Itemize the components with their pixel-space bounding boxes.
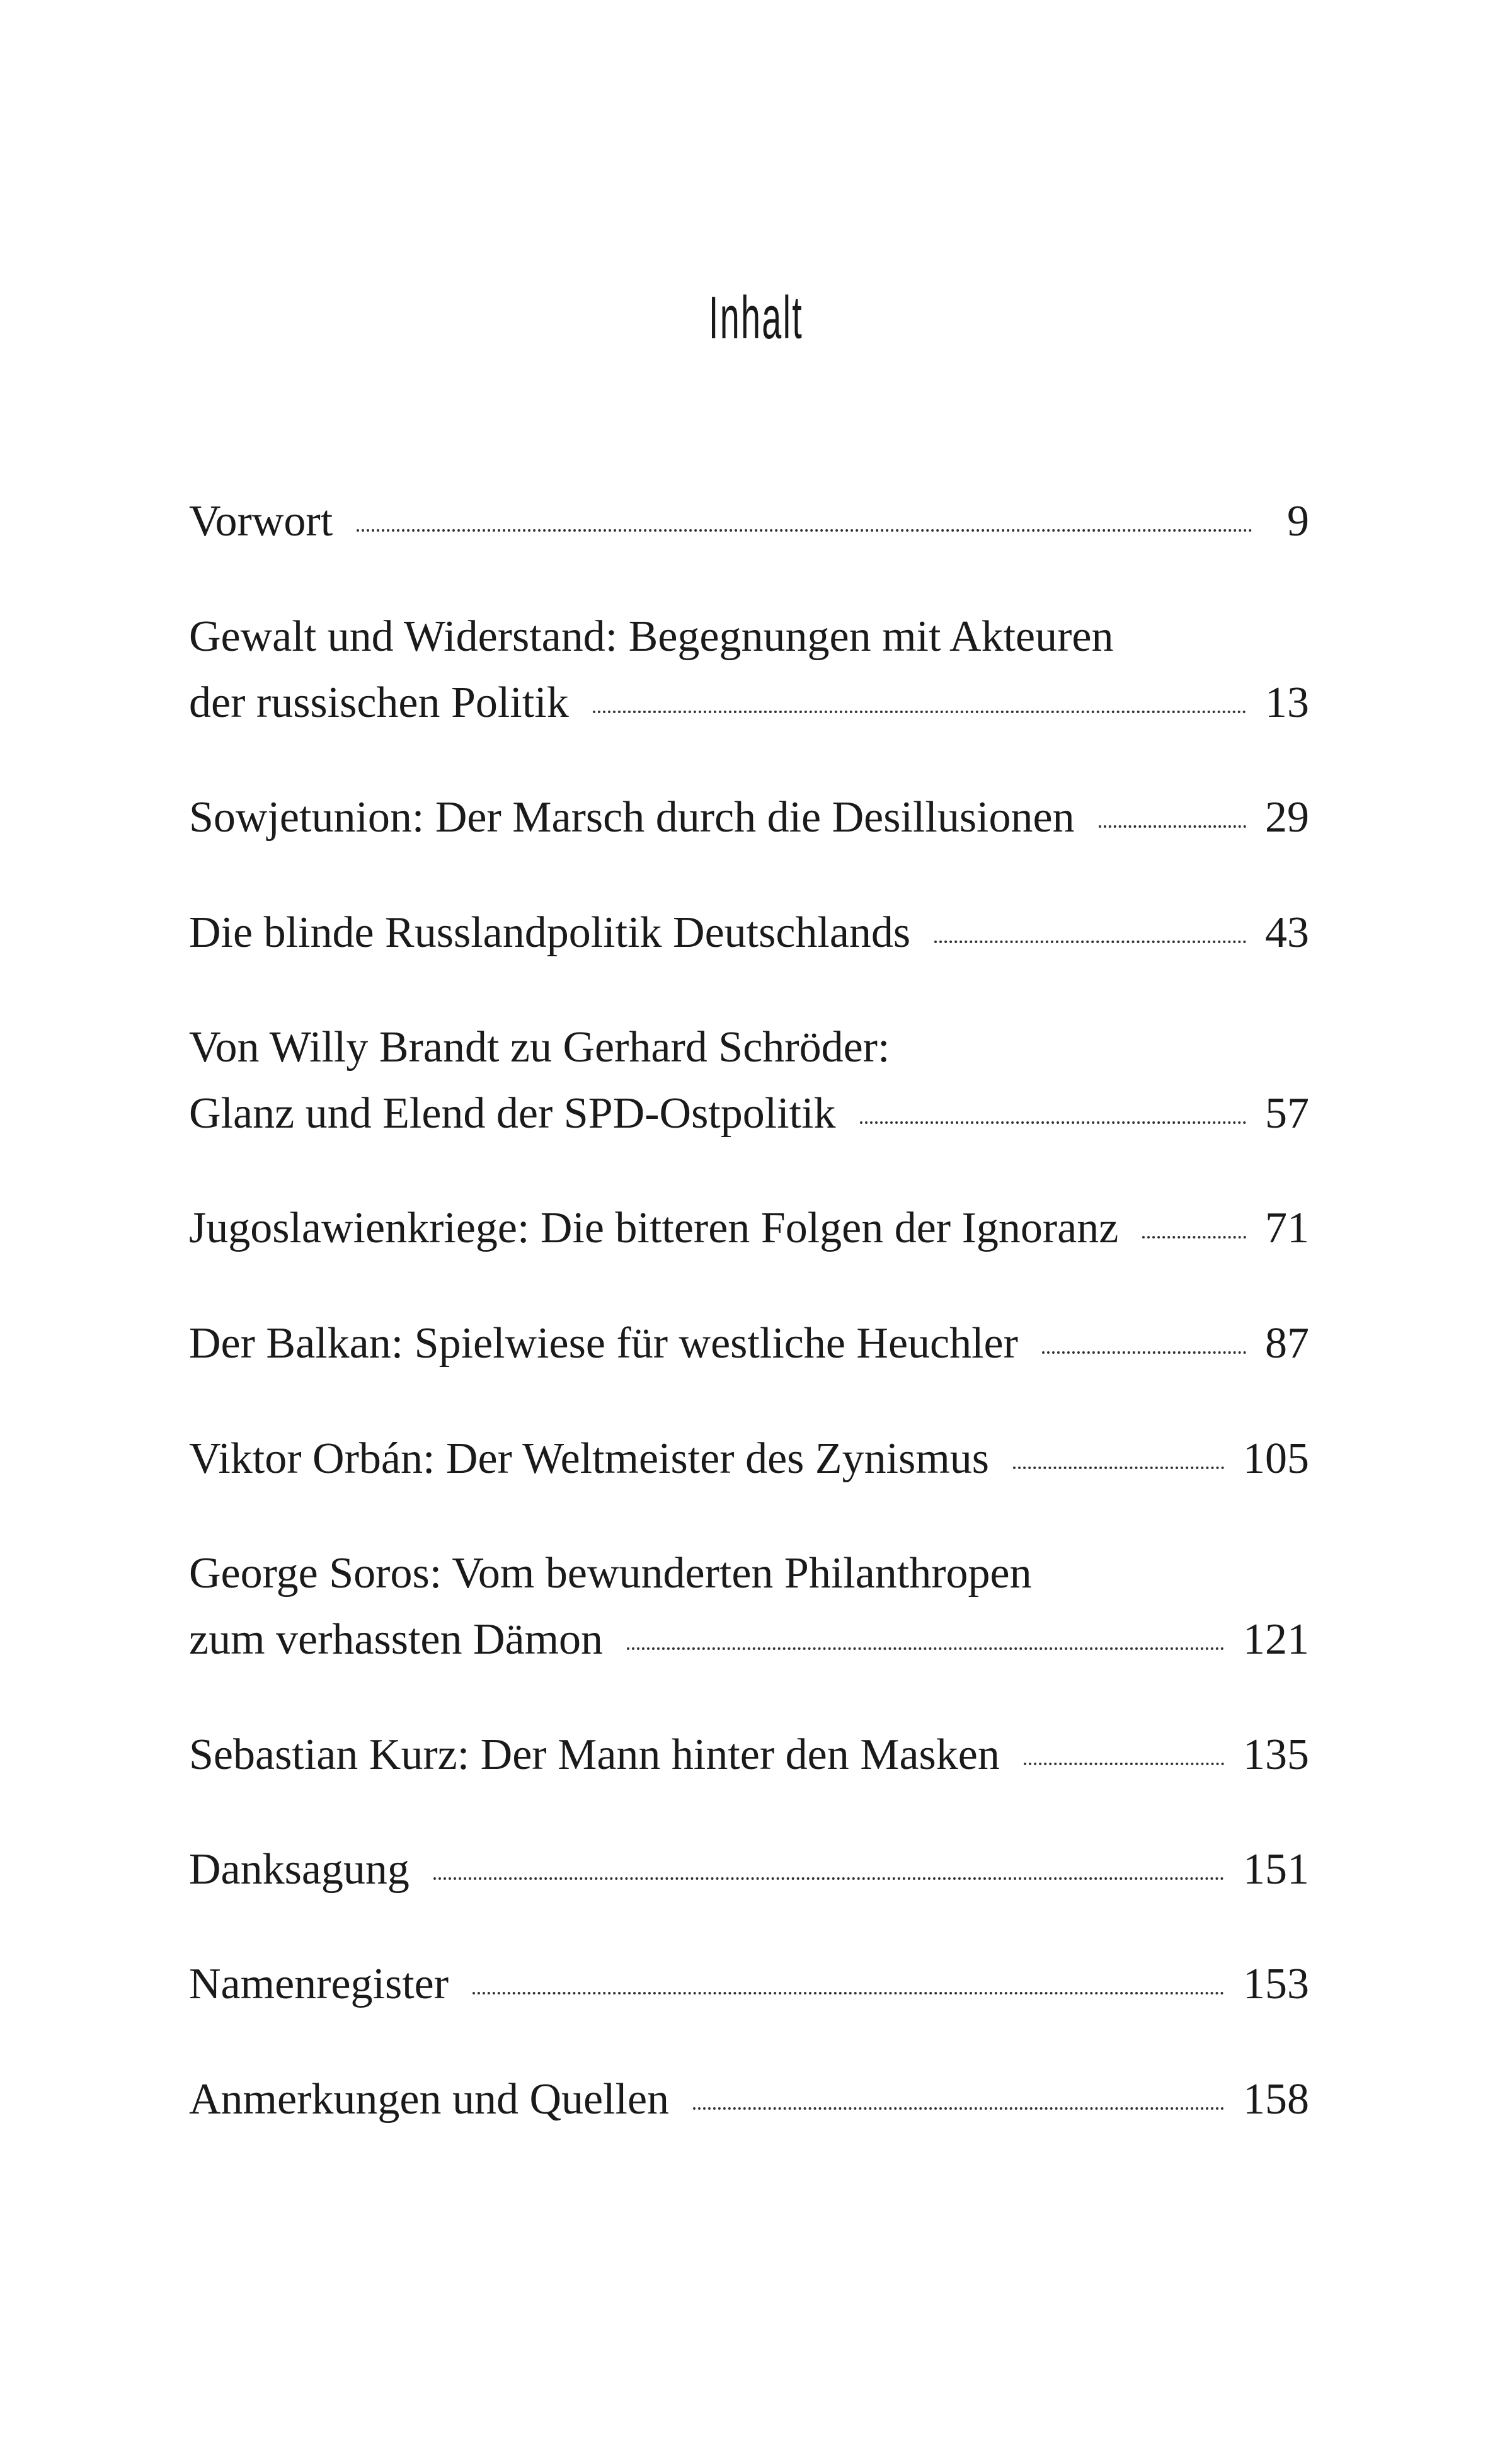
entry-title: Gewalt und Widerstand: Begegnungen mit Akteuren — [189, 612, 1114, 661]
page-number: 13 — [1265, 678, 1309, 727]
toc-line — [189, 1606, 1309, 1673]
entry-title: Anmerkungen und Quellen — [189, 2075, 670, 2124]
dot-leader — [693, 2107, 1224, 2110]
entry-title: Von Willy Brandt zu Gerhard Schröder: — [189, 1023, 890, 1072]
dot-leader — [433, 1877, 1224, 1880]
entry-title: Jugoslawienkriege: Die bitteren Folgen der Ignoranz — [189, 1204, 1119, 1252]
page-number: 151 — [1243, 1845, 1309, 1894]
toc-line — [189, 1722, 1309, 1788]
dot-leader — [860, 1121, 1246, 1124]
toc-line — [189, 1014, 1309, 1080]
toc-entry[interactable] — [189, 1540, 1309, 1673]
toc-entry[interactable] — [189, 1014, 1309, 1147]
dot-leader — [1099, 825, 1246, 828]
dot-leader — [357, 529, 1252, 532]
toc-entry[interactable] — [189, 1310, 1309, 1376]
toc-entry[interactable] — [189, 604, 1309, 736]
toc-line — [189, 604, 1309, 670]
page-number: 87 — [1265, 1319, 1309, 1368]
entry-title: Namenregister — [189, 1960, 449, 2008]
toc-line — [189, 1310, 1309, 1376]
dot-leader — [593, 711, 1246, 713]
page-number: 29 — [1265, 793, 1309, 842]
toc-line — [189, 1080, 1309, 1147]
toc-line — [189, 1195, 1309, 1261]
toc-entry[interactable] — [189, 1951, 1309, 2017]
page-number: 57 — [1265, 1089, 1309, 1138]
entry-title: George Soros: Vom bewunderten Philanthropen — [189, 1549, 1032, 1598]
toc-entry[interactable] — [189, 1426, 1309, 1492]
dot-leader — [1142, 1236, 1246, 1239]
dot-leader — [627, 1647, 1224, 1650]
toc-line — [189, 488, 1309, 554]
entry-title: zum verhassten Dämon — [189, 1615, 604, 1664]
toc-entry[interactable] — [189, 1195, 1309, 1261]
dot-leader — [1013, 1467, 1224, 1469]
page-number: 9 — [1287, 497, 1309, 546]
page-number: 105 — [1243, 1434, 1309, 1483]
dot-leader — [934, 941, 1246, 943]
dot-leader — [1024, 1763, 1224, 1765]
page-number: 158 — [1243, 2075, 1309, 2124]
toc-line — [189, 2066, 1309, 2132]
page-title: Inhalt — [708, 284, 804, 352]
dot-leader — [1042, 1351, 1246, 1354]
toc-entry[interactable] — [189, 900, 1309, 966]
entry-title: Sowjetunion: Der Marsch durch die Desillusionen — [189, 793, 1075, 842]
page-number: 135 — [1243, 1731, 1309, 1779]
page-number: 121 — [1243, 1615, 1309, 1664]
page-number: 43 — [1265, 908, 1309, 957]
toc-line — [189, 1426, 1309, 1492]
toc-entry[interactable] — [189, 1722, 1309, 1788]
toc-entry[interactable] — [189, 1836, 1309, 1902]
toc-line — [189, 1836, 1309, 1902]
page-number: 153 — [1243, 1960, 1309, 2008]
toc-line — [189, 1540, 1309, 1606]
dot-leader — [472, 1992, 1224, 1994]
toc-line — [189, 670, 1309, 736]
entry-title: der russischen Politik — [189, 678, 569, 727]
entry-title: Der Balkan: Spielwiese für westliche Heuchler — [189, 1319, 1018, 1368]
entry-title: Viktor Orbán: Der Weltmeister des Zynismus — [189, 1434, 990, 1483]
toc-line — [189, 900, 1309, 966]
toc-entry[interactable] — [189, 488, 1309, 554]
toc-entry[interactable] — [189, 784, 1309, 850]
entry-title: Glanz und Elend der SPD-Ostpolitik — [189, 1089, 836, 1138]
entry-title: Vorwort — [189, 497, 333, 546]
entry-title: Sebastian Kurz: Der Mann hinter den Masken — [189, 1731, 1000, 1779]
entry-title: Die blinde Russlandpolitik Deutschlands — [189, 908, 911, 957]
entry-title: Danksagung — [189, 1845, 410, 1894]
page-number: 71 — [1265, 1204, 1309, 1252]
toc-entry[interactable] — [189, 2066, 1309, 2132]
toc-line — [189, 784, 1309, 850]
toc-line — [189, 1951, 1309, 2017]
